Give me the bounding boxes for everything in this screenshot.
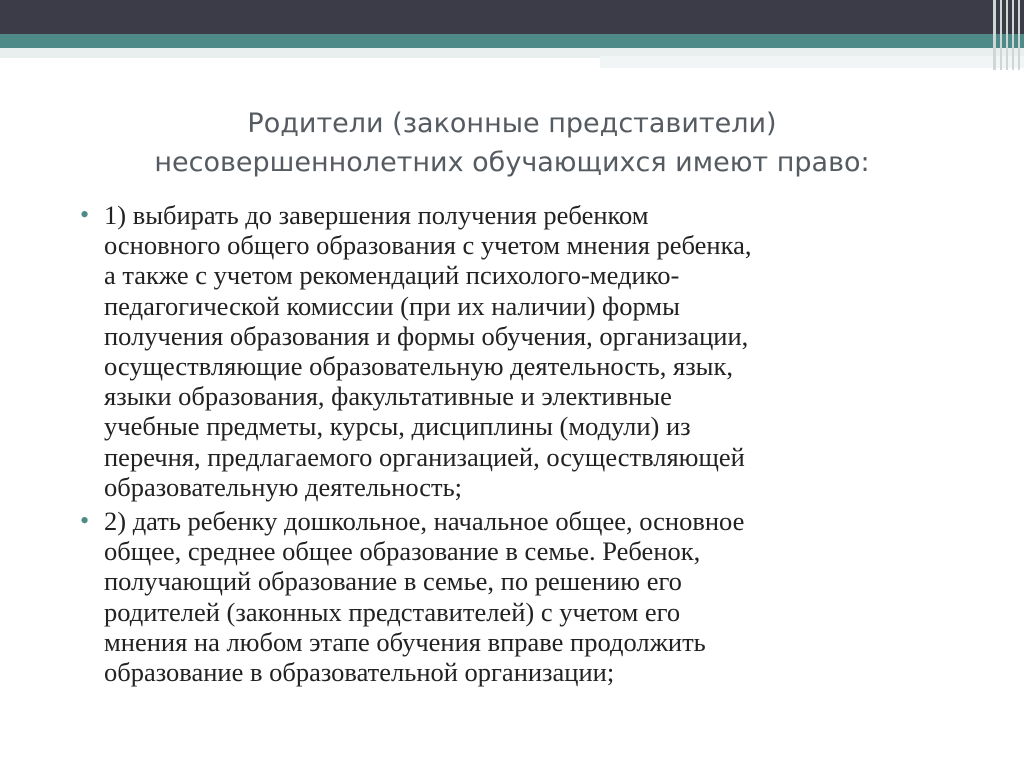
- slide-body: [80, 200, 970, 691]
- corner-accent-line: [1000, 0, 1002, 70]
- list-item: [80, 200, 970, 502]
- list-item-line: образовательную деятельность;: [104, 471, 463, 502]
- slide-title: [40, 104, 984, 182]
- list-item-line: получающий образование в семье, по решению его: [104, 566, 682, 597]
- list-item-line: основного общего образования с учетом мнения ребенка,: [104, 230, 752, 261]
- list-item-line: педагогической комиссии (при их наличии) формы: [104, 290, 680, 321]
- slide-title-line: Родители (законные представители): [247, 108, 777, 139]
- list-item-line: 1) выбирать до завершения получения ребенком: [104, 200, 649, 230]
- header-thin-band: [600, 56, 1024, 68]
- list-item: [80, 506, 970, 687]
- bullet-icon: •: [80, 506, 90, 536]
- list-item-line: мнения на любом этапе обучения вправе продолжить: [104, 626, 706, 657]
- list-item-line: а также с учетом рекомендаций психолого-медико-: [104, 260, 680, 291]
- list-item-line: образование в образовательной организации;: [104, 657, 615, 688]
- list-item-line: языки образования, факультативные и элективные: [104, 381, 672, 412]
- list-item-line: осуществляющие образовательную деятельность, язык,: [104, 351, 733, 382]
- corner-accent-line: [1006, 0, 1008, 70]
- list-item-line: общее, среднее общее образование в семье. Ребенок,: [104, 536, 701, 567]
- header-dark-band: [0, 0, 1024, 34]
- corner-accent-line: [993, 0, 996, 70]
- corner-accent-line: [1012, 0, 1014, 70]
- slide-title-line: несовершеннолетних обучающихся имеют право:: [154, 147, 870, 178]
- header-teal-band: [0, 34, 1024, 48]
- list-item-line: получения образования и формы обучения, организации,: [104, 320, 749, 351]
- list-item-line: родителей (законных представителей) с учетом его: [104, 596, 681, 627]
- bullet-icon: •: [80, 200, 90, 229]
- list-item-line: 2) дать ребенку дошкольное, начальное общее, основное: [104, 506, 745, 537]
- corner-accent-line: [1018, 0, 1020, 70]
- list-item-line: перечня, предлагаемого организацией, осуществляющей: [104, 441, 745, 472]
- list-item-line: учебные предметы, курсы, дисциплины (модули) из: [104, 411, 691, 442]
